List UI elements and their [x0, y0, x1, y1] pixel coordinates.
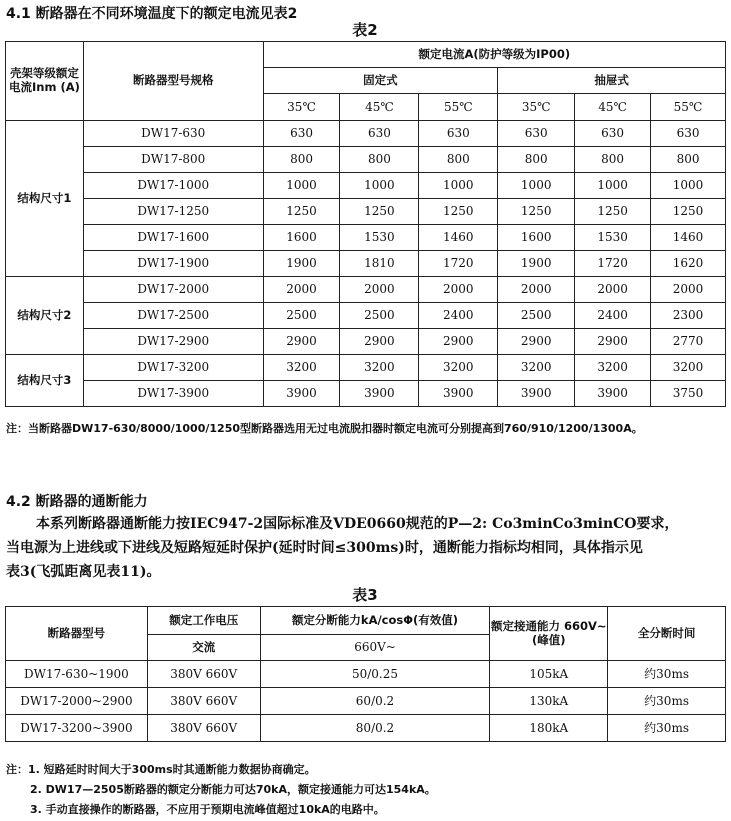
current-cell: 1460: [651, 225, 726, 251]
breaking-cell: 60/0.2: [260, 688, 490, 715]
temp-header: 35℃: [263, 94, 340, 121]
model-cell: DW17-3200~3900: [6, 715, 148, 742]
current-cell: 2500: [498, 303, 575, 329]
structure-size-group: 结构尺寸3: [6, 355, 84, 407]
current-cell: 1000: [263, 173, 340, 199]
current-cell: 630: [575, 121, 651, 147]
current-cell: 1000: [419, 173, 498, 199]
current-cell: 2000: [340, 277, 419, 303]
current-cell: 2400: [575, 303, 651, 329]
table-row: [6, 303, 726, 329]
paragraph-line: 表3(飞弧距离见表11)。: [6, 564, 161, 580]
current-cell: 3200: [575, 355, 651, 381]
current-cell: 630: [498, 121, 575, 147]
current-cell: 630: [419, 121, 498, 147]
current-cell: 3900: [340, 381, 419, 407]
current-cell: 2900: [419, 329, 498, 355]
total-time-cell: 约30ms: [608, 715, 726, 742]
t3-total-time-header: 全分断时间: [608, 607, 726, 661]
table3-note-3: 3. 手动直接操作的断路器，不应用于预期电流峰值超过10kA的电路中。: [30, 803, 385, 816]
table-row: [6, 173, 726, 199]
model-cell: DW17-1000: [83, 173, 263, 199]
current-cell: 1530: [575, 225, 651, 251]
current-cell: 3200: [263, 355, 340, 381]
current-cell: 3200: [498, 355, 575, 381]
current-cell: 1000: [498, 173, 575, 199]
current-cell: 1720: [575, 251, 651, 277]
frame-rating-header: 壳架等级额定电流Inm (A): [6, 42, 84, 121]
table3-note-2: 2. DW17—2505断路器的额定分断能力可达70kA，额定接通能力可达154kA。: [30, 783, 436, 796]
current-cell: 3900: [498, 381, 575, 407]
model-cell: DW17-1250: [83, 199, 263, 225]
current-cell: 1250: [263, 199, 340, 225]
current-cell: 2000: [575, 277, 651, 303]
t3-voltage-header: 额定工作电压: [147, 607, 260, 635]
current-cell: 2900: [263, 329, 340, 355]
current-cell: 1250: [575, 199, 651, 225]
rated-current-header: 额定电流A(防护等级为IP00): [263, 42, 725, 68]
current-cell: 1720: [419, 251, 498, 277]
current-cell: 2500: [263, 303, 340, 329]
paragraph-line: 当电源为上进线或下进线及短路短延时保护(延时时间≤300ms)时，通断能力指标均相同，具体指示见: [6, 540, 643, 556]
table-row: [6, 381, 726, 407]
current-cell: 1000: [340, 173, 419, 199]
table2: [5, 41, 726, 407]
current-cell: 2900: [340, 329, 419, 355]
structure-size-group: 结构尺寸2: [6, 277, 84, 355]
current-cell: 1600: [263, 225, 340, 251]
t3-model-header: 断路器型号: [6, 607, 148, 661]
current-cell: 2300: [651, 303, 726, 329]
table-row: [6, 251, 726, 277]
model-cell: DW17-2500: [83, 303, 263, 329]
current-cell: 800: [419, 147, 498, 173]
current-cell: 3200: [419, 355, 498, 381]
table-row: [6, 121, 726, 147]
model-cell: DW17-3200: [83, 355, 263, 381]
table-row: [6, 277, 726, 303]
current-cell: 800: [498, 147, 575, 173]
current-cell: 1900: [263, 251, 340, 277]
voltage-cell: 380V 660V: [147, 688, 260, 715]
current-cell: 630: [651, 121, 726, 147]
current-cell: 3200: [340, 355, 419, 381]
making-cell: 130kA: [490, 688, 608, 715]
table-row: [6, 355, 726, 381]
table3-caption: 表3: [352, 586, 378, 604]
current-cell: 2000: [498, 277, 575, 303]
current-cell: 2900: [575, 329, 651, 355]
current-cell: 3900: [575, 381, 651, 407]
model-cell: DW17-2900: [83, 329, 263, 355]
structure-size-group: 结构尺寸1: [6, 121, 84, 277]
model-header: 断路器型号规格: [83, 42, 263, 121]
current-cell: 800: [263, 147, 340, 173]
fixed-type-header: 固定式: [263, 68, 498, 94]
current-cell: 1530: [340, 225, 419, 251]
current-cell: 1250: [651, 199, 726, 225]
model-cell: DW17-1900: [83, 251, 263, 277]
table-row: [6, 329, 726, 355]
current-cell: 3200: [651, 355, 726, 381]
temp-header: 45℃: [340, 94, 419, 121]
current-cell: 2500: [340, 303, 419, 329]
voltage-cell: 380V 660V: [147, 661, 260, 688]
model-cell: DW17-630~1900: [6, 661, 148, 688]
model-cell: DW17-630: [83, 121, 263, 147]
temp-header: 55℃: [651, 94, 726, 121]
section-heading-4-1: 4.1 断路器在不同环境温度下的额定电流见表2: [6, 6, 298, 22]
t3-ac-header: 交流: [147, 635, 260, 661]
model-cell: DW17-800: [83, 147, 263, 173]
temp-header: 45℃: [575, 94, 651, 121]
table-row: [6, 147, 726, 173]
current-cell: 1810: [340, 251, 419, 277]
current-cell: 2000: [263, 277, 340, 303]
current-cell: 1620: [651, 251, 726, 277]
current-cell: 1900: [498, 251, 575, 277]
current-cell: 800: [340, 147, 419, 173]
making-cell: 180kA: [490, 715, 608, 742]
model-cell: DW17-2000: [83, 277, 263, 303]
model-cell: DW17-3900: [83, 381, 263, 407]
current-cell: 1250: [340, 199, 419, 225]
temp-header: 55℃: [419, 94, 498, 121]
table3: [5, 606, 726, 742]
current-cell: 1600: [498, 225, 575, 251]
current-cell: 1460: [419, 225, 498, 251]
current-cell: 1250: [419, 199, 498, 225]
paragraph-line: 本系列断路器通断能力按IEC947-2国际标准及VDE0660规范的P—2: Co3minCo3minCO要求，: [36, 516, 679, 532]
making-cell: 105kA: [490, 661, 608, 688]
t3-breaking-subheader: 660V~: [260, 635, 490, 661]
current-cell: 630: [263, 121, 340, 147]
t3-making-header: 额定接通能力 660V~(峰值): [490, 607, 608, 661]
current-cell: 2000: [419, 277, 498, 303]
table-row: [6, 715, 726, 742]
model-cell: DW17-1600: [83, 225, 263, 251]
voltage-cell: 380V 660V: [147, 715, 260, 742]
intro-paragraph: [6, 512, 679, 584]
model-cell: DW17-2000~2900: [6, 688, 148, 715]
section-heading-4-2: 4.2 断路器的通断能力: [6, 494, 148, 510]
current-cell: 630: [340, 121, 419, 147]
drawout-type-header: 抽屉式: [498, 68, 726, 94]
current-cell: 3900: [263, 381, 340, 407]
table-row: [6, 688, 726, 715]
breaking-cell: 80/0.2: [260, 715, 490, 742]
t3-breaking-header: 额定分断能力kA/cosΦ(有效值): [260, 607, 490, 635]
current-cell: 3750: [651, 381, 726, 407]
table-row: [6, 199, 726, 225]
table3-note-1: 注：1. 短路延时时间大于300ms时其通断能力数据协商确定。: [6, 763, 316, 776]
breaking-cell: 50/0.25: [260, 661, 490, 688]
current-cell: 2000: [651, 277, 726, 303]
current-cell: 800: [575, 147, 651, 173]
temp-header: 35℃: [498, 94, 575, 121]
table2-note: 注：当断路器DW17-630/8000/1000/1250型断路器选用无过电流脱扣器时额定电流可分别提高到760/910/1200/1300A。: [6, 422, 643, 435]
current-cell: 1000: [651, 173, 726, 199]
table2-caption: 表2: [352, 21, 378, 39]
total-time-cell: 约30ms: [608, 661, 726, 688]
total-time-cell: 约30ms: [608, 688, 726, 715]
current-cell: 3900: [419, 381, 498, 407]
table-row: [6, 661, 726, 688]
table-row: [6, 225, 726, 251]
current-cell: 2770: [651, 329, 726, 355]
current-cell: 800: [651, 147, 726, 173]
current-cell: 1250: [498, 199, 575, 225]
current-cell: 1000: [575, 173, 651, 199]
current-cell: 2400: [419, 303, 498, 329]
current-cell: 2900: [498, 329, 575, 355]
